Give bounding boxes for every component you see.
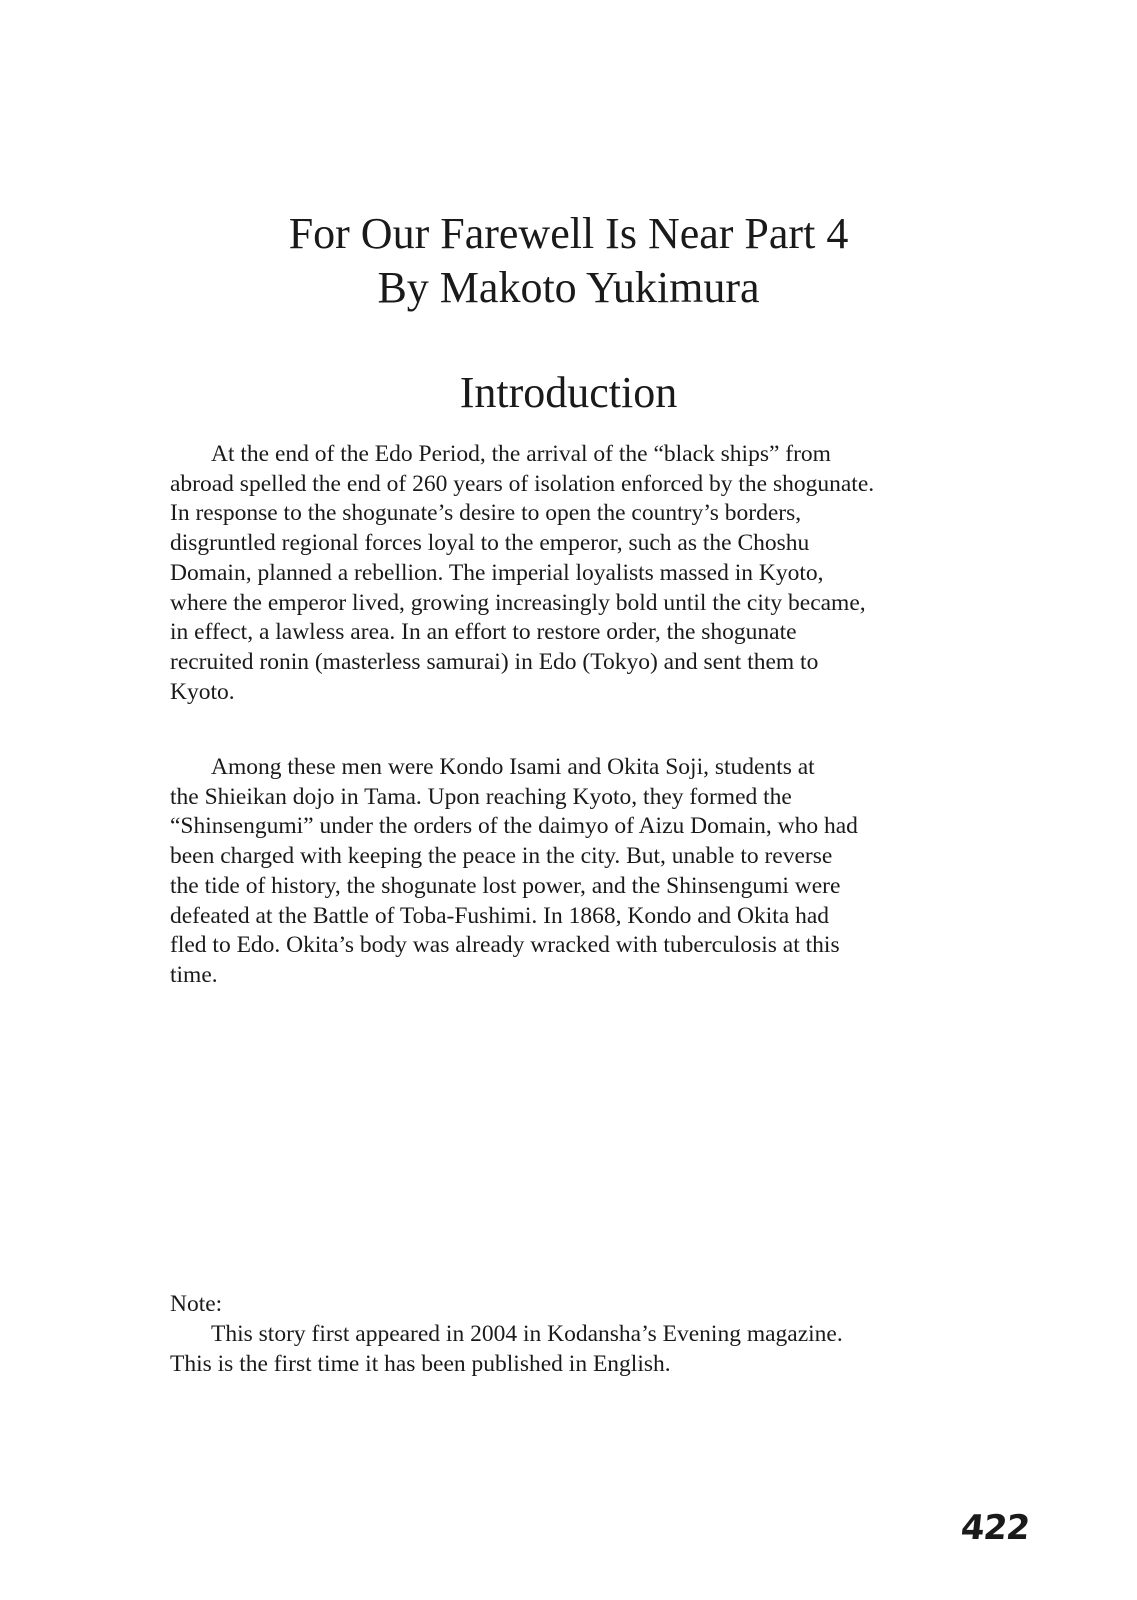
page-number: 422 xyxy=(958,1508,1032,1548)
text-line: abroad spelled the end of 260 years of isolation enforced by the shogunate. xyxy=(170,470,875,497)
text-line: recruited ronin (masterless samurai) in Edo (Tokyo) and sent them to xyxy=(170,648,819,675)
intro-paragraph-1 xyxy=(170,440,980,707)
text-line: the Shieikan dojo in Tama. Upon reaching Kyoto, they formed the xyxy=(170,783,792,810)
text-line: the tide of history, the shogunate lost power, and the Shinsengumi were xyxy=(170,872,841,899)
text-line: At the end of the Edo Period, the arrival of the “black ships” from xyxy=(211,441,831,467)
intro-paragraph-2 xyxy=(170,753,980,991)
story-author: By Makoto Yukimura xyxy=(377,263,760,312)
text-line: in effect, a lawless area. In an effort to restore order, the shogunate xyxy=(170,619,797,646)
text-line: defeated at the Battle of Toba-Fushimi. In 1868, Kondo and Okita had xyxy=(170,902,830,929)
text-line: fled to Edo. Okita’s body was already wracked with tuberculosis at this xyxy=(170,932,840,959)
note-text xyxy=(170,1320,980,1379)
text-line: “Shinsengumi” under the orders of the daimyo of Aizu Domain, who had xyxy=(170,813,858,840)
text-line: where the emperor lived, growing increasingly bold until the city became, xyxy=(170,589,866,616)
text-line: Among these men were Kondo Isami and Okita Soji, students at xyxy=(211,754,815,780)
text-line: Domain, planned a rebellion. The imperial loyalists massed in Kyoto, xyxy=(170,559,824,586)
text-line: This is the first time it has been published in English. xyxy=(170,1350,671,1377)
story-title: For Our Farewell Is Near Part 4 xyxy=(288,209,849,258)
text-line: This story first appeared in 2004 in Kodansha’s Evening magazine. xyxy=(211,1321,843,1347)
text-line: In response to the shogunate’s desire to open the country’s borders, xyxy=(170,500,802,527)
text-line: been charged with keeping the peace in the city. But, unable to reverse xyxy=(170,843,833,870)
section-heading: Introduction xyxy=(459,368,678,417)
note-label: Note: xyxy=(170,1291,223,1317)
text-line: Kyoto. xyxy=(170,678,235,705)
text-line: time. xyxy=(170,961,218,988)
text-line: disgruntled regional forces loyal to the emperor, such as the Choshu xyxy=(170,530,810,557)
